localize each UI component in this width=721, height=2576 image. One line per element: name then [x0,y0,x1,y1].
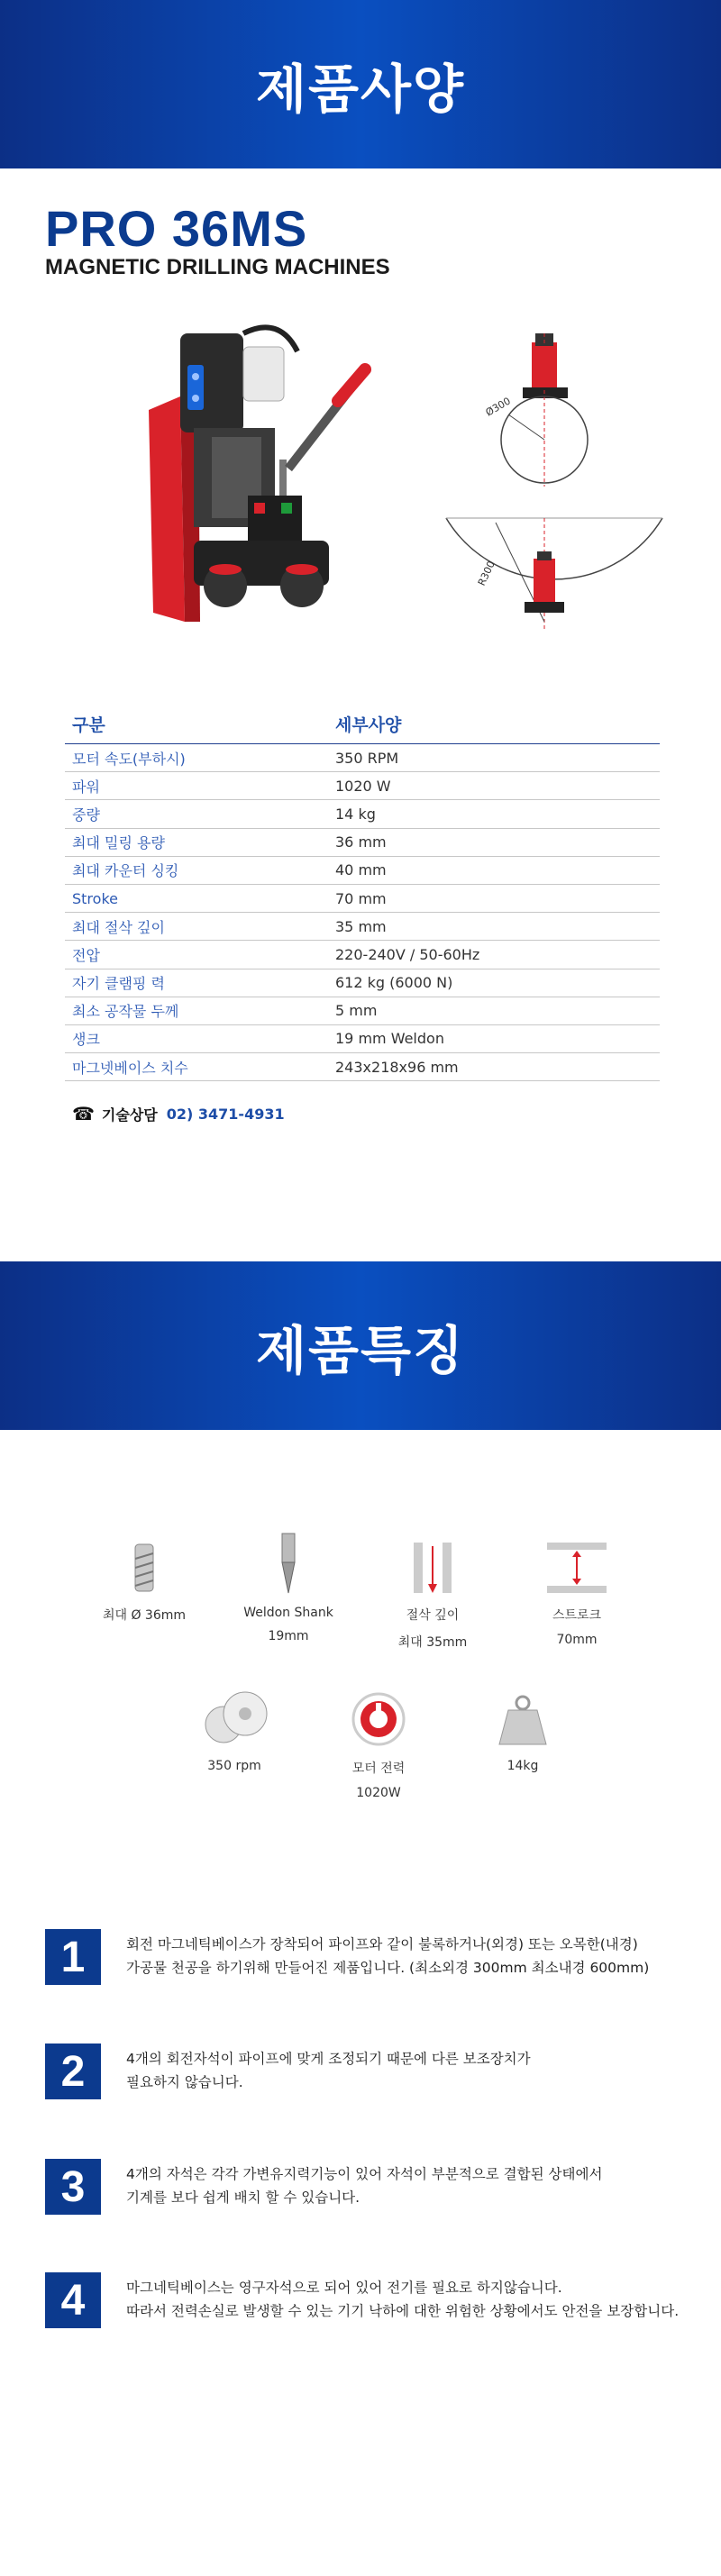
feature-stroke: 스트로크 70mm [518,1532,635,1647]
contact-number[interactable]: 02) 3471-4931 [166,1105,285,1123]
feature-point-3 [45,2159,694,2215]
pipe-diagram [442,333,676,640]
spec-label: 파워 [72,778,100,796]
spec-value: 35 mm [335,917,387,935]
depth-icon [374,1532,491,1595]
spec-row [65,857,660,885]
spec-value: 19 mm Weldon [335,1030,444,1048]
tech-contact [72,1103,285,1124]
spec-value: 14 kg [335,805,376,823]
spec-label: 생크 [72,1031,100,1049]
point-text: 4개의 자석은 각각 가변유지력기능이 있어 자석이 부분적으로 결합된 상태에서 기계를 보다 쉽게 배치 할 수 있습니다. [126,2166,603,2206]
spec-label: 전압 [72,946,100,964]
shank-icon [230,1532,347,1595]
point-number: 4 [45,2272,101,2328]
spec-row [65,969,660,997]
features-header-title: 제품특징 [255,1319,466,1381]
spec-label: 최대 카운터 싱킹 [72,862,179,880]
feature-power: 모터 전력 1020W [320,1685,437,1800]
spec-label: 최대 밀링 용량 [72,834,165,852]
spec-header-title: 제품사양 [255,58,466,120]
spec-row [65,829,660,857]
phone-icon: ☎ [72,1103,95,1124]
spec-row [65,772,660,800]
spec-value: 220-240V / 50-60Hz [335,945,480,963]
point-number: 2 [45,2044,101,2099]
spec-label: 중량 [72,806,100,824]
spec-label: 자기 클램핑 력 [72,975,165,993]
spec-row [65,744,660,772]
spec-label: 모터 속도(부하시) [72,750,186,768]
spec-value: 350 RPM [335,749,399,767]
feature-cutter: 최대 Ø 36mm [86,1532,203,1624]
point-number: 3 [45,2159,101,2215]
spec-value: 5 mm [335,1002,378,1020]
weight-icon [464,1685,581,1748]
feature-point-2 [45,2044,694,2099]
spec-value: 612 kg (6000 N) [335,974,453,992]
feature-point-4 [45,2272,694,2328]
features-header-banner [0,1261,721,1430]
spec-label: 최대 절삭 깊이 [72,918,165,936]
diagram-label-inner: R300 [475,559,497,588]
spec-row [65,941,660,969]
product-image [144,324,415,631]
product-subtitle: MAGNETIC DRILLING MACHINES [45,255,390,279]
spec-row [65,800,660,828]
spec-label: Stroke [72,889,118,907]
diagram-label-outer: Ø300 [483,395,513,419]
spec-table [65,705,660,1081]
feature-speed: 350 rpm [176,1685,293,1773]
spec-label: 최소 공작물 두께 [72,1003,179,1021]
product-model: PRO 36MS [45,200,308,257]
power-icon [320,1685,437,1748]
stroke-icon [518,1532,635,1595]
spec-header-category: 구분 [72,715,105,735]
feature-depth: 절삭 깊이 최대 35mm [374,1532,491,1651]
spec-row [65,885,660,913]
spec-header-detail: 세부사양 [335,715,402,735]
spec-value: 40 mm [335,861,387,879]
point-text: 4개의 회전자석이 파이프에 맞게 조정되기 때문에 다른 보조장치가 필요하지 않습니다. [126,2051,531,2090]
feature-shank: Weldon Shank 19mm [230,1532,347,1643]
point-number: 1 [45,1929,101,1985]
spec-value: 70 mm [335,889,387,907]
spec-header-banner [0,0,721,168]
feature-weight: 14kg [464,1685,581,1773]
spec-row [65,913,660,941]
feature-point-1 [45,1929,694,1985]
cutter-icon [86,1532,203,1595]
spec-row [65,1053,660,1081]
spec-value: 243x218x96 mm [335,1058,459,1076]
spec-row [65,1025,660,1053]
spec-row [65,997,660,1025]
spec-label: 마그넷베이스 치수 [72,1059,188,1077]
spec-value: 36 mm [335,833,387,851]
contact-label: 기술상담 [101,1106,158,1124]
point-text: 회전 마그네틱베이스가 장착되어 파이프와 같이 불록하거나(외경) 또는 오목한(내경) 가공물 천공을 하기위해 만들어진 제품입니다. (최소외경 300mm 최소내경 600mm) [126,1936,650,1976]
spec-table-header [65,705,660,744]
speed-icon [176,1685,293,1748]
point-text: 마그네틱베이스는 영구자석으로 되어 있어 전기를 필요로 하지않습니다. 따라서 전력손실로 발생할 수 있는 기기 낙하에 대한 위험한 상황에서도 안전을 보장합니다. [126,2280,680,2319]
spec-value: 1020 W [335,777,391,795]
